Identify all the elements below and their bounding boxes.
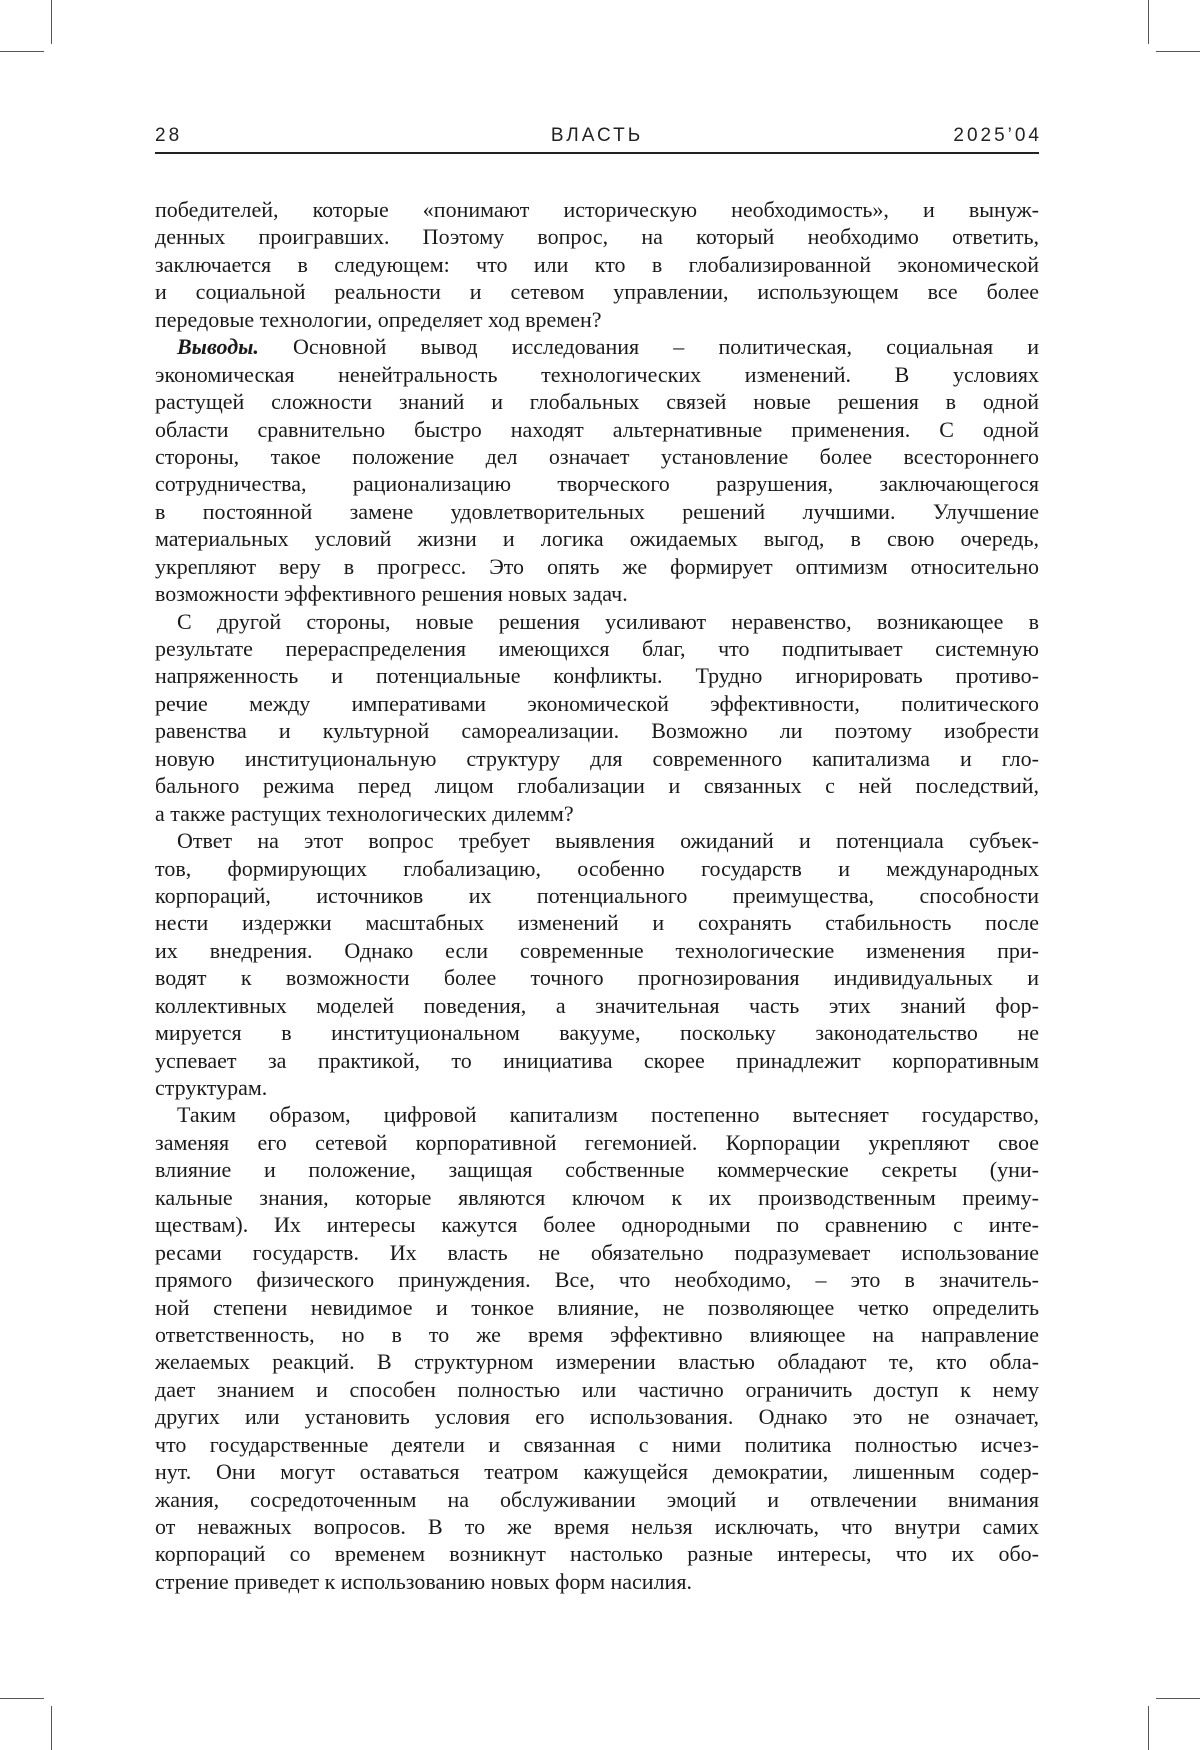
section-lead: Выводы. — [177, 334, 259, 360]
text-line: победителей, которые «понимают историческую необходимость», и вынуж- — [155, 197, 1039, 222]
text-line: мируется в институциональном вакууме, поскольку законодательство не — [155, 1020, 1039, 1046]
crop-mark — [51, 0, 52, 44]
crop-mark — [1148, 0, 1149, 44]
text-line: нут. Они могут оставаться театром кажущейся демократии, лишенным содер- — [155, 1459, 1039, 1485]
text-line: Таким образом, цифровой капитализм постепенно вытесняет государство, — [177, 1102, 1039, 1128]
running-head — [155, 125, 1042, 153]
header-rule — [155, 152, 1039, 154]
crop-mark — [0, 1698, 44, 1699]
text-line: денных проигравших. Поэтому вопрос, на который необходимо ответить, — [155, 224, 1039, 250]
crop-mark — [1156, 1698, 1200, 1699]
text-line: структурам. — [155, 1075, 268, 1100]
text-line: ной степени невидимое и тонкое влияние, не позволяющее четко определить — [155, 1294, 1039, 1320]
text-line: новую институциональную структуру для современного капитализма и гло- — [155, 745, 1039, 771]
text-line: корпораций, источников их потенциального преимущества, способности — [155, 882, 1039, 908]
paragraph — [155, 827, 1039, 1101]
text-line: коллективных моделей поведения, а значительная часть этих знаний фор- — [155, 992, 1039, 1018]
text-line: в постоянной замене удовлетворительных решений лучшими. Улучшение — [155, 498, 1039, 524]
text-line: результате перераспределения имеющихся благ, что подпитывает системную — [155, 636, 1039, 661]
text-line: ответственность, но в то же время эффективно влияющее на направление — [155, 1321, 1039, 1347]
text-line: кальные знания, которые являются ключом к их производственным преиму- — [155, 1184, 1039, 1210]
text-line: других или установить условия его использования. Однако это не означает, — [155, 1404, 1039, 1430]
text-line: стороны, такое положение дел означает установление более всестороннего — [155, 443, 1039, 469]
page-number: 28 — [155, 125, 183, 146]
text-line: сотрудничества, рационализацию творческого разрушения, заключающегося — [155, 471, 1039, 497]
text-line: ресами государств. Их власть не обязательно подразумевает использование — [155, 1239, 1039, 1265]
crop-mark — [1156, 51, 1200, 52]
text-line: водят к возможности более точного прогнозирования индивидуальных и — [155, 965, 1039, 991]
text-line: корпораций со временем возникнут настолько разные интересы, что их обо- — [155, 1541, 1039, 1567]
paragraph — [155, 1101, 1039, 1595]
text-line: тов, формирующих глобализацию, особенно государств и международных — [155, 855, 1039, 881]
text-line: прямого физического принуждения. Все, что необходимо, – это в значитель- — [155, 1267, 1039, 1293]
crop-mark — [0, 51, 44, 52]
text-line: нести издержки масштабных изменений и сохранять стабильность после — [155, 910, 1039, 936]
text-line: экономическая ненейтральность технологических изменений. В условиях — [155, 361, 1039, 387]
text-line: материальных условий жизни и логика ожидаемых выгод, в свою очередь, — [155, 526, 1039, 552]
paragraph — [155, 333, 1039, 607]
text-line: жания, сосредоточенным на обслуживании эмоций и отвлечении внимания — [155, 1486, 1039, 1512]
text-line: а также растущих технологических дилемм? — [155, 800, 574, 826]
text-line: возможности эффективного решения новых задач. — [155, 581, 628, 607]
text-line: речие между императивами экономической эффективности, политического — [155, 690, 1039, 716]
text-line: стрение приведет к использованию новых форм насилия. — [155, 1568, 692, 1594]
text-line: бального режима перед лицом глобализации и связанных с ней последствий, — [155, 773, 1039, 799]
text-line: успевает за практикой, то инициатива скорее принадлежит корпоративным — [155, 1047, 1039, 1073]
text-line: напряженность и потенциальные конфликты. Трудно игнорировать противо- — [155, 663, 1039, 689]
article-body — [155, 196, 1039, 1595]
paragraph — [155, 608, 1039, 828]
crop-mark — [1148, 1706, 1149, 1750]
text-line: влияние и положение, защищая собственные коммерческие секреты (уни- — [155, 1157, 1039, 1183]
text-line: укрепляют веру в прогресс. Это опять же формирует оптимизм относительно — [155, 553, 1039, 579]
text-line: растущей сложности знаний и глобальных связей новые решения в одной — [155, 389, 1039, 415]
text-line — [155, 333, 1039, 360]
text-line: С другой стороны, новые решения усиливают неравенство, возникающее в — [177, 608, 1039, 634]
text-line: что государственные деятели и связанная с ними политика полностью исчез- — [155, 1431, 1039, 1457]
journal-title: ВЛАСТЬ — [550, 125, 644, 146]
text-line: от неважных вопросов. В то же время нельзя исключать, что внутри самих — [155, 1514, 1039, 1539]
text-line: их внедрения. Однако если современные технологические изменения при- — [155, 937, 1039, 963]
text-line: и социальной реальности и сетевом управлении, использующем все более — [155, 279, 1039, 305]
text-line: передовые технологии, определяет ход времен? — [155, 306, 602, 332]
text-line: Ответ на этот вопрос требует выявления ожиданий и потенциала субъек- — [177, 828, 1039, 854]
crop-mark — [51, 1706, 52, 1750]
text-line: заключается в следующем: что или кто в глобализированной экономической — [155, 251, 1039, 277]
issue-number: 2025’04 — [953, 125, 1042, 146]
text-line: ществам). Их интересы кажутся более однородными по сравнению с инте- — [155, 1212, 1039, 1238]
text-line: желаемых реакций. В структурном измерении властью обладают те, кто обла- — [155, 1349, 1039, 1375]
text-line: дает знанием и способен полностью или частично ограничить доступ к нему — [155, 1376, 1039, 1402]
text-line: равенства и культурной самореализации. Возможно ли поэтому изобрести — [155, 718, 1039, 744]
text-line: заменяя его сетевой корпоративной гегемонией. Корпорации укрепляют свое — [155, 1129, 1039, 1155]
paragraph — [155, 196, 1039, 333]
text-line: области сравнительно быстро находят альтернативные применения. С одной — [155, 416, 1039, 442]
line-text: Основной вывод исследования – политическая, социальная и — [293, 334, 1039, 360]
